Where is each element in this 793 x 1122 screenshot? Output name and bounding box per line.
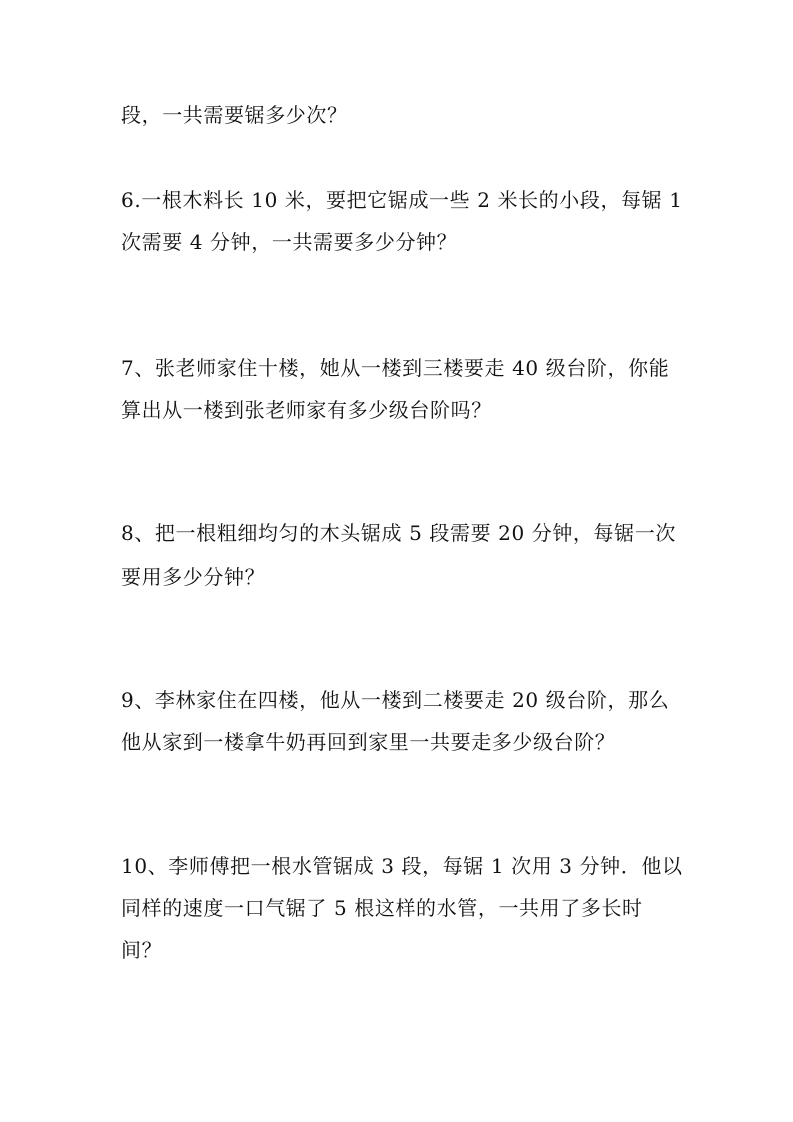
text-line: 算出从一楼到张老师家有多少级台阶吗？ xyxy=(121,398,492,422)
text-line: 间？ xyxy=(121,938,163,962)
text-line: 要用多少分钟？ xyxy=(121,565,266,589)
text-line: 10、李师傅把一根水管锯成 3 段，每锯 1 次用 3 分钟．他以 xyxy=(121,854,683,878)
text-line: 他从家到一楼拿牛奶再回到家里一共要走多少级台阶？ xyxy=(121,730,616,754)
text-line: 8、把一根粗细均匀的木头锯成 5 段需要 20 分钟，每锯一次 xyxy=(121,521,676,545)
text-line: 9、李林家住在四楼，他从一楼到二楼要走 20 级台阶，那么 xyxy=(121,688,670,712)
text-line: 同样的速度一口气锯了 5 根这样的水管，一共用了多长时 xyxy=(121,896,643,920)
text-line: 7、张老师家住十楼，她从一楼到三楼要走 40 级台阶，你能 xyxy=(121,356,670,380)
text-line: 次需要 4 分钟，一共需要多少分钟？ xyxy=(121,230,458,254)
text-line: 段，一共需要锯多少次？ xyxy=(121,103,348,127)
text-line: 6.一根木料长 10 米，要把它锯成一些 2 米长的小段，每锯 1 xyxy=(121,188,683,212)
